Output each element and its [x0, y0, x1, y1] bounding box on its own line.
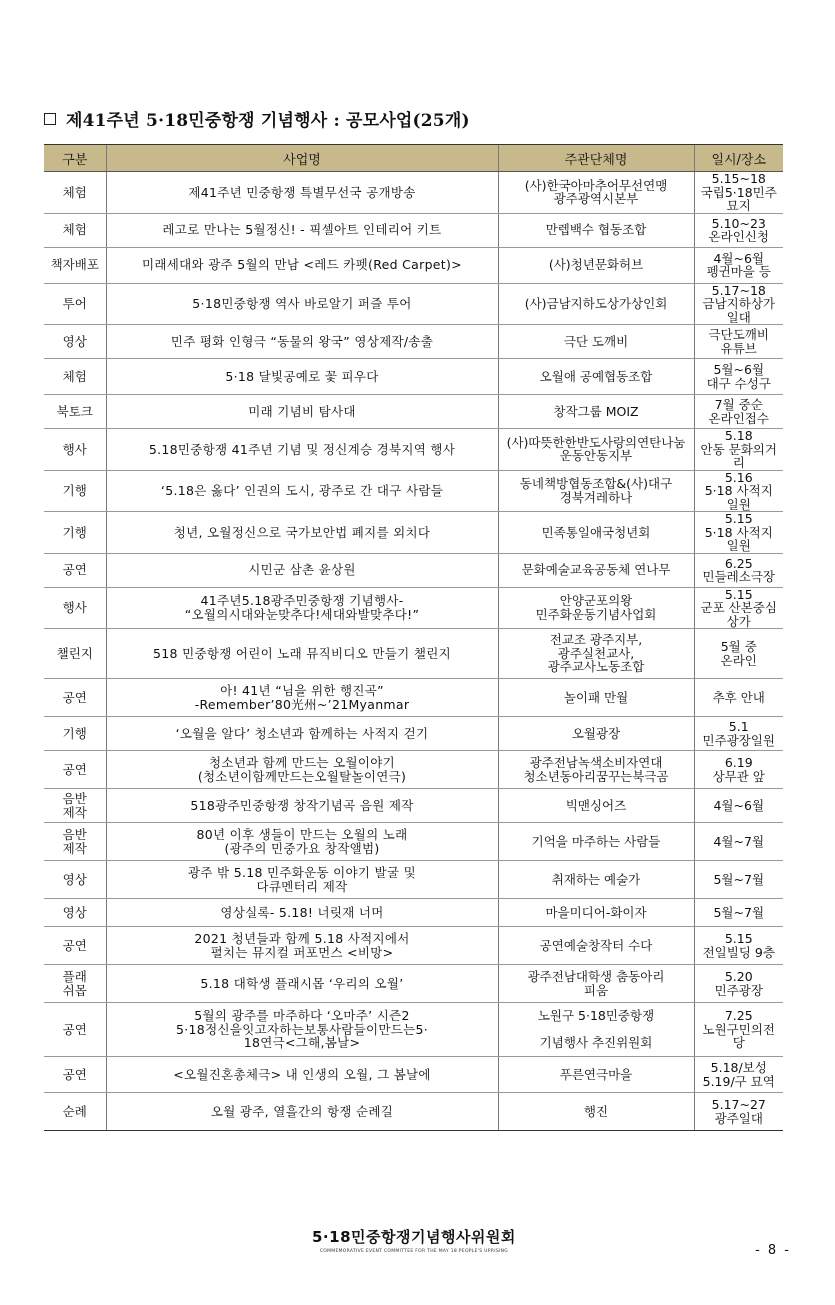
row-date-place: 5.20 민주광장 — [694, 965, 783, 1003]
row-organizer: 창작그룹 MOIZ — [498, 395, 694, 429]
row-project-name: 청소년과 함께 만드는 오월이야기 (청소년이함께만드는오월탈놀이연극) — [106, 751, 498, 789]
table-row — [44, 965, 783, 1003]
logo-text: 5·18민중항쟁기념행사위원회 — [312, 1228, 516, 1246]
row-date-place: 5.16 5·18 사적지 일원 — [694, 470, 783, 512]
row-organizer: 오월광장 — [498, 717, 694, 751]
row-organizer: 빅맨싱어즈 — [498, 789, 694, 823]
table-header-row — [44, 145, 783, 172]
table-row — [44, 247, 783, 283]
row-date-place: 5월~6월 대구 수성구 — [694, 359, 783, 395]
table-row — [44, 587, 783, 629]
row-project-name: 레고로 만나는 5월정신! - 픽셀아트 인테리어 키트 — [106, 213, 498, 247]
row-organizer: 기억을 마주하는 사람들 — [498, 823, 694, 861]
row-date-place: 5.15 군포 산본중심상가 — [694, 587, 783, 629]
row-date-place: 극단도깨비 유튜브 — [694, 325, 783, 359]
table-row — [44, 213, 783, 247]
logo-subtext: COMMEMORATIVE EVENT COMMITTEE FOR THE MAY 18 PEOPLE'S UPRISING — [319, 1249, 509, 1254]
row-project-name: 제41주년 민중항쟁 특별무선국 공개방송 — [106, 172, 498, 214]
row-project-name: 5.18민중항쟁 41주년 기념 및 정신계승 경북지역 행사 — [106, 429, 498, 471]
row-date-place: 6.25 민들레소극장 — [694, 553, 783, 587]
row-organizer: 광주전남녹색소비자연대 청소년동아리꿈꾸는북극곰 — [498, 751, 694, 789]
table-row — [44, 629, 783, 679]
row-project-name: 오월 광주, 열흘간의 항쟁 순례길 — [106, 1093, 498, 1131]
table-row — [44, 679, 783, 717]
section-heading — [44, 106, 470, 131]
row-category: 투어 — [44, 283, 106, 325]
table-row — [44, 172, 783, 214]
table-row — [44, 717, 783, 751]
row-date-place: 5월~7월 — [694, 899, 783, 927]
row-category: 플래 쉬몹 — [44, 965, 106, 1003]
row-category: 영상 — [44, 861, 106, 899]
row-project-name: 영상실록- 5.18! 너릿재 너머 — [106, 899, 498, 927]
table-row — [44, 429, 783, 471]
table-row — [44, 325, 783, 359]
table-row — [44, 1057, 783, 1093]
committee-logo — [312, 1226, 516, 1254]
row-date-place: 5.15 전일빌딩 9층 — [694, 927, 783, 965]
row-date-place: 5월 중 온라인 — [694, 629, 783, 679]
row-organizer: 만렙백수 협동조합 — [498, 213, 694, 247]
row-project-name: 5·18민중항쟁 역사 바로알기 퍼즐 투어 — [106, 283, 498, 325]
row-organizer: 민족통일애국청년회 — [498, 512, 694, 554]
row-date-place: 5.15~18 국립5·18민주묘지 — [694, 172, 783, 214]
row-category: 체험 — [44, 172, 106, 214]
row-organizer: 전교조 광주지부, 광주실천교사, 광주교사노동조합 — [498, 629, 694, 679]
row-organizer: 노원구 5·18민중항쟁 기념행사 추진위원회 — [498, 1003, 694, 1057]
row-organizer: 문화예술교육공동체 연나무 — [498, 553, 694, 587]
table-row — [44, 395, 783, 429]
table-row — [44, 927, 783, 965]
checkbox-square-icon — [44, 113, 56, 125]
row-organizer: (사)한국아마추어무선연맹 광주광역시본부 — [498, 172, 694, 214]
row-date-place: 5.17~27 광주일대 — [694, 1093, 783, 1131]
row-category: 체험 — [44, 359, 106, 395]
table-row — [44, 789, 783, 823]
table-row — [44, 751, 783, 789]
row-project-name: 시민군 삼촌 윤상원 — [106, 553, 498, 587]
row-date-place: 5.1 민주광장일원 — [694, 717, 783, 751]
row-project-name: 미래세대와 광주 5월의 만남 <레드 카펫(Red Carpet)> — [106, 247, 498, 283]
row-project-name: 청년, 오월정신으로 국가보안법 폐지를 외치다 — [106, 512, 498, 554]
row-project-name: 광주 밖 5.18 민주화운동 이야기 발굴 및 다큐멘터리 제작 — [106, 861, 498, 899]
row-organizer: 푸른연극마을 — [498, 1057, 694, 1093]
row-organizer: 동네책방협동조합&(사)대구 경북겨레하나 — [498, 470, 694, 512]
row-date-place: 7.25 노원구민의전당 — [694, 1003, 783, 1057]
table-row — [44, 899, 783, 927]
header-organizer: 주관단체명 — [498, 145, 694, 172]
table-row — [44, 861, 783, 899]
row-project-name: 5.18 대학생 플래시몹 ‘우리의 오월’ — [106, 965, 498, 1003]
row-organizer: (사)금남지하도상가상인회 — [498, 283, 694, 325]
row-category: 음반 제작 — [44, 789, 106, 823]
row-project-name: 미래 기념비 탐사대 — [106, 395, 498, 429]
row-category: 기행 — [44, 470, 106, 512]
row-category: 영상 — [44, 899, 106, 927]
row-project-name: 5·18 달빛공예로 꽃 피우다 — [106, 359, 498, 395]
row-category: 순례 — [44, 1093, 106, 1131]
row-category: 챌린지 — [44, 629, 106, 679]
row-organizer: (사)따뜻한한반도사랑의연탄나눔 운동안동지부 — [498, 429, 694, 471]
events-table — [44, 144, 783, 1131]
row-date-place: 7월 중순 온라인접수 — [694, 395, 783, 429]
table-row — [44, 359, 783, 395]
row-category: 공연 — [44, 751, 106, 789]
table-row — [44, 470, 783, 512]
row-category: 체험 — [44, 213, 106, 247]
row-date-place: 4월~7월 — [694, 823, 783, 861]
row-date-place: 5.15 5·18 사적지 일원 — [694, 512, 783, 554]
row-category: 행사 — [44, 587, 106, 629]
row-date-place: 추후 안내 — [694, 679, 783, 717]
row-category: 공연 — [44, 553, 106, 587]
row-project-name: 5월의 광주를 마주하다 ‘오마주’ 시즌2 5·18정신을잇고자하는보통사람들이만드는5· 18연극<그해,봄날> — [106, 1003, 498, 1057]
row-project-name: 41주년5.18광주민중항쟁 기념행사- “오월의시대와눈맞추다!세대와발맞추다!” — [106, 587, 498, 629]
row-date-place: 4월~6월 펭귄마을 등 — [694, 247, 783, 283]
row-project-name: 민주 평화 인형극 “동물의 왕국” 영상제작/송출 — [106, 325, 498, 359]
table-row — [44, 283, 783, 325]
table-row — [44, 512, 783, 554]
row-category: 공연 — [44, 1057, 106, 1093]
row-project-name: ‘5.18은 옳다’ 인권의 도시, 광주로 간 대구 사람들 — [106, 470, 498, 512]
row-organizer: 취재하는 예술가 — [498, 861, 694, 899]
row-organizer: 공연예술창작터 수다 — [498, 927, 694, 965]
row-date-place: 5.18 안동 문화의거리 — [694, 429, 783, 471]
page-number: - 8 - — [755, 1243, 791, 1258]
header-project-name: 사업명 — [106, 145, 498, 172]
section-title: 제41주년 5·18민중항쟁 기념행사 : 공모사업(25개) — [66, 111, 470, 131]
table-row — [44, 1003, 783, 1057]
row-project-name: 518광주민중항쟁 창작기념곡 음원 제작 — [106, 789, 498, 823]
row-project-name: <오월진혼총체극> 내 인생의 오월, 그 봄날에 — [106, 1057, 498, 1093]
row-date-place: 5.18/보성 5.19/구 묘역 — [694, 1057, 783, 1093]
row-project-name: 80년 이후 생들이 만드는 오월의 노래 (광주의 민중가요 창작앨범) — [106, 823, 498, 861]
row-category: 책자배포 — [44, 247, 106, 283]
row-category: 기행 — [44, 512, 106, 554]
row-category: 북토크 — [44, 395, 106, 429]
row-category: 행사 — [44, 429, 106, 471]
table-row — [44, 1093, 783, 1131]
header-date-place: 일시/장소 — [694, 145, 783, 172]
row-category: 공연 — [44, 1003, 106, 1057]
row-category: 공연 — [44, 927, 106, 965]
row-organizer: 놀이패 만월 — [498, 679, 694, 717]
row-date-place: 5월~7월 — [694, 861, 783, 899]
row-category: 영상 — [44, 325, 106, 359]
row-project-name: ‘오월을 알다’ 청소년과 함께하는 사적지 걷기 — [106, 717, 498, 751]
table-row — [44, 823, 783, 861]
row-organizer: (사)청년문화허브 — [498, 247, 694, 283]
row-date-place: 4월~6월 — [694, 789, 783, 823]
row-organizer: 마을미디어-화이자 — [498, 899, 694, 927]
table-row — [44, 553, 783, 587]
row-date-place: 5.10~23 온라인신청 — [694, 213, 783, 247]
row-organizer: 안양군포의왕 민주화운동기념사업회 — [498, 587, 694, 629]
row-date-place: 6.19 상무관 앞 — [694, 751, 783, 789]
row-organizer: 행진 — [498, 1093, 694, 1131]
row-project-name: 아! 41년 “님을 위한 행진곡” -Remember’80光州~’21Myanmar — [106, 679, 498, 717]
row-category: 기행 — [44, 717, 106, 751]
header-category: 구분 — [44, 145, 106, 172]
row-project-name: 518 민중항쟁 어린이 노래 뮤직비디오 만들기 챌린지 — [106, 629, 498, 679]
row-organizer: 오월애 공예협동조합 — [498, 359, 694, 395]
row-project-name: 2021 청년들과 함께 5.18 사적지에서 펼치는 뮤지컬 퍼포먼스 <비망> — [106, 927, 498, 965]
row-organizer: 광주전남대학생 춤동아리 피움 — [498, 965, 694, 1003]
row-category: 음반 제작 — [44, 823, 106, 861]
row-organizer: 극단 도깨비 — [498, 325, 694, 359]
row-category: 공연 — [44, 679, 106, 717]
row-date-place: 5.17~18 금남지하상가일대 — [694, 283, 783, 325]
